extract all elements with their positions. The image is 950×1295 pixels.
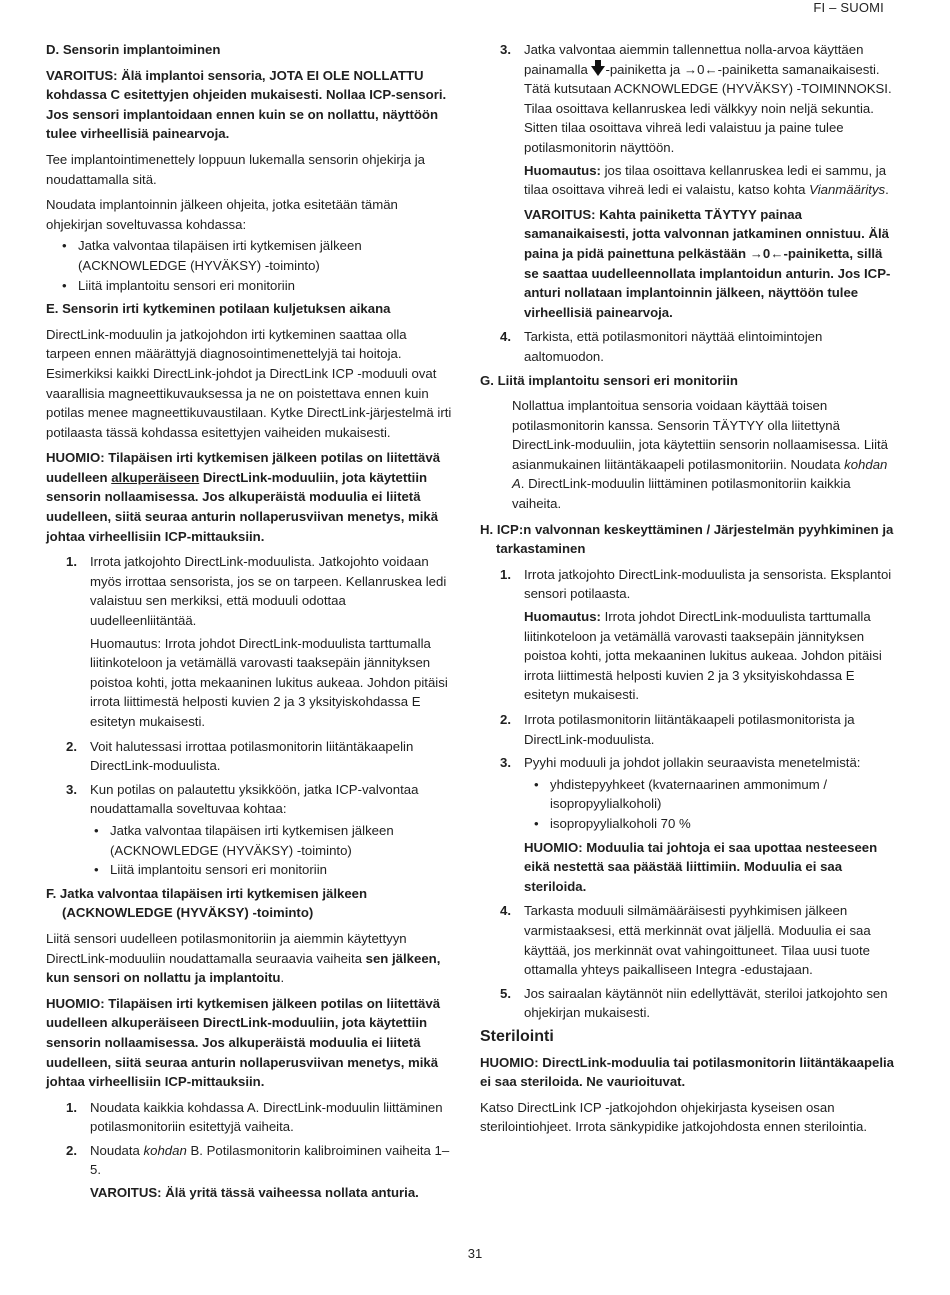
- section-d-warning: VAROITUS: Älä implantoi sensoria, JOTA EI OLE NOLLATTU kohdassa C esitettyjen ohjeiden mukaisesti. Nollaa ICP-sensori. Jos sensori implantoidaan ennen kuin se on nollattu, näyttöön tulee virheellisiä painearvoja.: [46, 67, 447, 142]
- sterilization-title: Sterilointi: [480, 1027, 554, 1045]
- step-number: 2.: [500, 712, 511, 727]
- section-d-heading: D. Sensorin implantoiminen: [46, 42, 221, 57]
- list-item: [480, 984, 894, 1023]
- section-f-paragraph: [46, 929, 454, 988]
- step-warning: [524, 205, 894, 323]
- paragraph-text: .: [280, 970, 285, 986]
- section-h-steps: [480, 565, 894, 1023]
- section-d-paragraph-2: Noudata implantoinnin jälkeen ohjeita, jotka esitetään tämän ohjekirjan soveltuvassa kohdassa:: [46, 197, 398, 232]
- note-italic-text: Vianmääritys: [809, 182, 886, 198]
- list-item: [46, 552, 454, 731]
- list-item: [46, 1098, 454, 1137]
- step-number: 4.: [500, 329, 511, 345]
- step-note: [524, 161, 894, 200]
- left-column: [46, 40, 454, 1208]
- section-d-bullet-list: [46, 236, 454, 295]
- sterilization-text: Katso DirectLink ICP -jatkojohdon ohjekirjasta kyseisen osan sterilointiohjeet. Irrota sänkypidike jatkojohdosta ennen sterilointia.: [480, 1099, 868, 1135]
- list-item: • Liitä implantoitu sensori eri monitoriin: [110, 860, 454, 880]
- list-item: • Jatka valvontaa tilapäisen irti kytkemisen jälkeen (ACKNOWLEDGE (HYVÄKSY) -toiminto): [78, 236, 454, 275]
- step-number: 2.: [66, 738, 77, 754]
- paragraph-text: Liitä sensori uudelleen potilasmonitoriin ja aiemmin käytettyyn DirectLink-moduuliin noudattamalla seuraavia vaiheita: [46, 930, 407, 966]
- step-text: Irrota jatkojohto DirectLink-moduulista ja sensorista. Eksplantoi sensori potilaasta.: [524, 566, 892, 602]
- step-number: 2.: [66, 1142, 77, 1158]
- sterilization-caution: HUOMIO: DirectLink-moduulia tai potilasmonitorin liitäntäkaapelia ei saa steriloida. Ne vaurioituvat.: [480, 1054, 894, 1090]
- warning-text: -painiketta, sillä se saattaa uudelleennollata implantoidun anturin. Jos ICP-anturi nollataan implantoinnin jälkeen, näyttöön tulee virheellisiä painearvoja.: [524, 245, 891, 320]
- list-item: [480, 710, 894, 749]
- warning-text: VAROITUS: Kahta painiketta TÄYTYY painaa samanaikaisesti, jotta valvonnan jatkaminen onnistuu. Älä paina ja pidä painettuna pelkästään: [524, 206, 889, 261]
- note-text: Irrota johdot DirectLink-moduulista tarttumalla liitinkoteloon ja vetämällä varovasti taaksepäin jännityksen poistoa kohti, jotta mekaaninen lukitus aukeaa. Johdon pitäisi irrota liittimestä helposti kuvien 2 ja 3 yksityiskohdassa E esitetyn mukaisesti.: [524, 609, 882, 703]
- list-item: • Liitä implantoitu sensori eri monitoriin: [78, 276, 454, 296]
- section-g-heading: G. Liitä implantoitu sensori eri monitoriin: [480, 372, 738, 388]
- down-arrow-button-icon: [591, 60, 605, 76]
- step-note: [524, 607, 894, 705]
- list-item: • yhdistepyyhkeet (kvaternaarinen ammonimum / isopropyylialkoholi): [550, 775, 894, 814]
- step-text: Tarkasta moduuli silmämääräisesti pyyhkimisen jälkeen varmistaaksesi, että merkinnät ovat jäljellä. Moduulia ei saa käyttää, jos merkinnät ovat vahingoittuneet. Tilaa uusi tuote ottamalla yhteys paikalliseen Integra -edustajaan.: [524, 903, 871, 978]
- paragraph-bold-text: sen jälkeen, kun sensori on nollattu ja implantoitu: [46, 950, 441, 986]
- step-bullet-list: [524, 775, 894, 834]
- step-text: Pyyhi moduuli ja johdot jollakin seuraavista menetelmistä:: [524, 755, 861, 771]
- page-number: 31: [467, 1246, 483, 1261]
- list-item: [46, 737, 454, 776]
- list-item: [480, 901, 894, 979]
- step-number: 5.: [500, 985, 511, 1001]
- step-text-part: -painiketta ja: [605, 61, 684, 77]
- step-text: Kun potilas on palautettu yksikköön, jatka ICP-valvontaa noudattamalla soveltuvaa kohtaa:: [90, 781, 419, 817]
- section-d-paragraph-1: Tee implantointimenettely loppuun lukemalla sensorin ohjekirja ja noudattamalla sitä.: [46, 151, 425, 187]
- note-label: Huomautus:: [524, 162, 601, 178]
- step-text-part: B. Potilasmonitorin kalibroiminen vaiheita 1–5.: [90, 1142, 450, 1178]
- note-text: jos tilaa osoittava kellanruskea ledi ei sammu, ja tilaa osoittava vihreä ledi ei valaistu, katso kohta: [524, 162, 887, 198]
- list-item: [46, 780, 454, 880]
- step-italic-text: kohdan: [143, 1142, 187, 1158]
- note-label: Huomautus:: [524, 609, 601, 625]
- section-e-heading: E. Sensorin irti kytkeminen potilaan kuljetuksen aikana: [46, 301, 391, 317]
- step-text: [524, 40, 894, 158]
- step-text: Irrota potilasmonitorin liitäntäkaapeli potilasmonitorista ja DirectLink-moduulista.: [524, 712, 855, 747]
- step-text-part: Jatka valvontaa aiemmin tallennettua nolla-arvoa käyttäen painamalla: [524, 42, 864, 77]
- zero-button-symbol: →0←: [749, 245, 784, 261]
- list-item: • Jatka valvontaa tilapäisen irti kytkemisen jälkeen (ACKNOWLEDGE (HYVÄKSY) -toiminto): [110, 821, 454, 860]
- step-number: 4.: [500, 903, 511, 919]
- list-item: [480, 40, 894, 322]
- list-item: [480, 327, 894, 366]
- step-number: 1.: [500, 566, 511, 582]
- right-column: [480, 40, 894, 1143]
- list-item: [480, 565, 894, 705]
- list-item: [46, 1141, 454, 1203]
- step-text: Tarkista, että potilasmonitori näyttää elintoimintojen aaltomuodon.: [524, 329, 823, 364]
- section-e-steps: [46, 552, 454, 880]
- note-text: .: [885, 182, 889, 198]
- step-caution: HUOMIO: Moduulia tai johtoja ei saa upottaa nesteeseen eikä nestettä saa päästää liittimiin. Moduulia ei saa steriloida.: [524, 839, 878, 894]
- step-number: 3.: [500, 42, 511, 57]
- step-text: Voit halutessasi irrottaa potilasmonitorin liitäntäkaapelin DirectLink-moduulista.: [90, 738, 414, 774]
- step-text: Jos sairaalan käytännöt niin edellyttävät, steriloi jatkojohto sen ohjekirjan mukaisesti.: [524, 985, 888, 1021]
- step-number: 3.: [500, 755, 511, 771]
- section-g-paragraph: [480, 396, 894, 514]
- step-number: 1.: [66, 1099, 77, 1115]
- paragraph-text: . DirectLink-moduulin liittäminen potilasmonitoriin kaikkia vaiheita.: [512, 476, 851, 512]
- section-e-paragraph: DirectLink-moduulin ja jatkojohdon irti kytkeminen saattaa olla tarpeen ennen määrättyjä diagnosointimenettelyjä tai hoitoja. Esimerkiksi kaikki DirectLink-johdot ja DirectLink ICP -moduuli ovat vaarallisia magneettikuvauksessa ja ne on poistettava ennen kuin potilas menee magneettikuvaustilaan. Kytke DirectLink-järjestelmä irti potilaasta tässä kohdassa esitettyjen vaiheiden mukaisesti.: [46, 326, 452, 440]
- section-f-steps: [46, 1098, 454, 1203]
- step-text-part: Noudata: [90, 1142, 144, 1158]
- step-number: 1.: [66, 554, 77, 570]
- step-text: Noudata kaikkia kohdassa A. DirectLink-moduulin liittäminen potilasmonitoriin esitettyjä vaiheita.: [90, 1099, 443, 1135]
- list-item: [480, 753, 894, 896]
- paragraph-text: Nollattua implantoitua sensoria voidaan käyttää toisen potilasmonitorin kanssa. Sensorin TÄYTYY olla liitettynä DirectLink-moduuliin, jota käytettiin sensorin nollaamisessa. Liitä asianmukainen liitäntäkaapeli potilasmonitoriin. Noudata: [512, 398, 889, 472]
- caution-text: DirectLink-moduuliin, jota käytettiin sensorin nollaamisessa. Jos alkuperäistä moduulia ei liitetä uudelleen, siitä seuraa anturin nollaperusviivan menetys, mikä johtaa virheellisiin ICP-mittauksiin.: [46, 469, 439, 544]
- caution-text: HUOMIO: Tilapäisen irti kytkemisen jälkeen potilas on liitettävä uudelleen: [46, 450, 441, 485]
- step-number: 3.: [66, 781, 77, 797]
- section-f-heading: F. Jatka valvontaa tilapäisen irti kytkemisen jälkeen (ACKNOWLEDGE (HYVÄKSY) -toiminto): [46, 885, 368, 921]
- step-note: Huomautus: Irrota johdot DirectLink-moduulista tarttumalla liitinkoteloon ja vetämällä varovasti taaksepäin jännityksen poistoa kohti, jotta mekaaninen lukitus aukeaa. Johdon pitäisi irrota liittimestä helposti kuvien 2 ja 3 yksityiskohdassa E esitetyn mukaisesti.: [90, 635, 448, 729]
- step-text-part: -painiketta samanaikaisesti. Tätä kutsutaan ACKNOWLEDGE (HYVÄKSY) -TOIMINNOKSI. Tilaa osoittava kellanruskea ledi välkkyy noin neljä sekuntia. Sitten tilaa osoittava vihreä ledi valaistuu ja paine tulee potilasmonitorin näyttöön.: [524, 61, 892, 155]
- step-warning: VAROITUS: Älä yritä tässä vaiheessa nollata anturia.: [90, 1185, 419, 1201]
- list-item: • isopropyylialkoholi 70 %: [550, 814, 894, 834]
- paragraph-italic-text: kohdan A: [512, 456, 888, 492]
- step-bullet-list: [90, 821, 454, 880]
- section-e-caution: [46, 448, 454, 546]
- step-text: [90, 1141, 454, 1180]
- step-text: Irrota jatkojohto DirectLink-moduulista. Jatkojohto voidaan myös irrottaa sensorista, jos se on tarpeen. Kellanruskea ledi valaistuu sen merkiksi, että moduuli odottaa uudelleenliitäntää.: [90, 554, 447, 629]
- caution-underlined-text: alkuperäiseen: [111, 469, 200, 485]
- zero-button-symbol: →0←: [683, 61, 718, 77]
- section-f-caution: HUOMIO: Tilapäisen irti kytkemisen jälkeen potilas on liitettävä uudelleen alkuperäiseen DirectLink-moduuliin, jota käytettiin sensorin nollaamisessa. Jos alkuperäistä moduulia ei liitetä uudelleen, siitä seuraa anturin nollaperusviivan menetys, mikä johtaa virheellisiin ICP-mittauksiin.: [46, 995, 441, 1090]
- section-f-steps-continued: [480, 40, 894, 367]
- language-tag: FI – SUOMI: [813, 0, 884, 15]
- section-h-heading: H. ICP:n valvonnan keskeyttäminen / Järjestelmän pyyhkiminen ja tarkastaminen: [480, 521, 894, 557]
